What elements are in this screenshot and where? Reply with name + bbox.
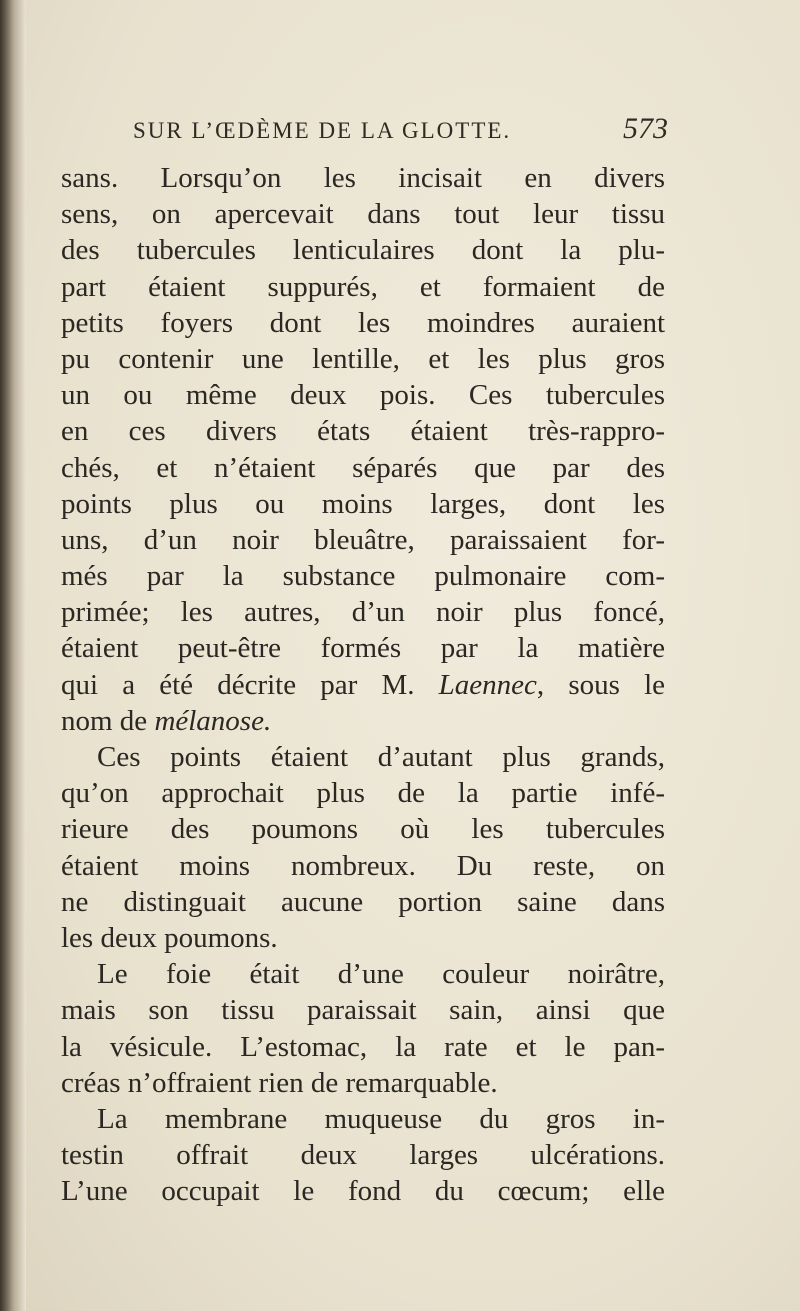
text-line: testin offrait deux larges ulcérations. — [61, 1139, 665, 1172]
page-header — [133, 112, 668, 152]
text-line: points plus ou moins larges, dont les — [61, 487, 665, 520]
text-line: rieure des poumons où les tubercules — [61, 813, 665, 846]
text-line: des tubercules lenticulaires dont la plu- — [61, 234, 665, 267]
text-line: chés, et n’étaient séparés que par des — [61, 451, 665, 484]
paragraph-start: Le foie était d’une couleur noirâtre, — [97, 958, 665, 991]
text-line: sens, on apercevait dans tout leur tissu — [61, 198, 665, 231]
paragraph-start: Ces points étaient d’autant plus grands, — [97, 741, 665, 773]
text-fragment: qui a été décrite par M. — [61, 668, 439, 701]
term-melanose: mélanose. — [154, 704, 272, 737]
text-line: étaient peut-être formés par la matière — [61, 632, 665, 665]
paragraph-start: La membrane muqueuse du gros in- — [97, 1102, 665, 1135]
text-line: sans. Lorsqu’on les incisait en divers — [61, 162, 665, 194]
text-line: part étaient suppurés, et formaient de — [61, 270, 665, 303]
text-line: étaient moins nombreux. Du reste, on — [61, 849, 665, 882]
text-fragment: , sous le — [536, 668, 665, 701]
text-line: petits foyers dont les moindres auraient — [61, 306, 665, 339]
text-line: un ou même deux pois. Ces tubercules — [61, 379, 665, 412]
running-head: SUR L’ŒDÈME DE LA GLOTTE. — [133, 118, 512, 143]
text-line: pu contenir une lentille, et les plus gros — [61, 342, 665, 375]
text-line: L’une occupait le fond du cœcum; elle — [61, 1175, 665, 1208]
body-text — [61, 160, 665, 1209]
book-spine-shadow — [0, 0, 26, 1311]
author-name: Laennec — [438, 668, 537, 701]
text-line: uns, d’un noir bleuâtre, paraissaient for- — [61, 523, 665, 556]
text-line: créas n’offraient rien de remarquable. — [61, 1066, 498, 1099]
text-line-melanose — [61, 703, 665, 739]
text-line: les deux poumons. — [61, 921, 278, 954]
text-line: qu’on approchait plus de la partie infé- — [61, 777, 665, 810]
text-line: la vésicule. L’estomac, la rate et le pan- — [61, 1030, 665, 1063]
text-line: en ces divers états étaient très-rappro- — [61, 415, 665, 448]
text-line: ne distinguait aucune portion saine dans — [61, 885, 665, 918]
text-line-laennec — [61, 667, 665, 703]
text-line: mais son tissu paraissait sain, ainsi que — [61, 994, 665, 1027]
text-line: més par la substance pulmonaire com- — [61, 560, 665, 593]
text-line: primée; les autres, d’un noir plus foncé, — [61, 596, 665, 629]
page-number: 573 — [623, 112, 668, 145]
text-fragment: nom de — [61, 704, 155, 737]
